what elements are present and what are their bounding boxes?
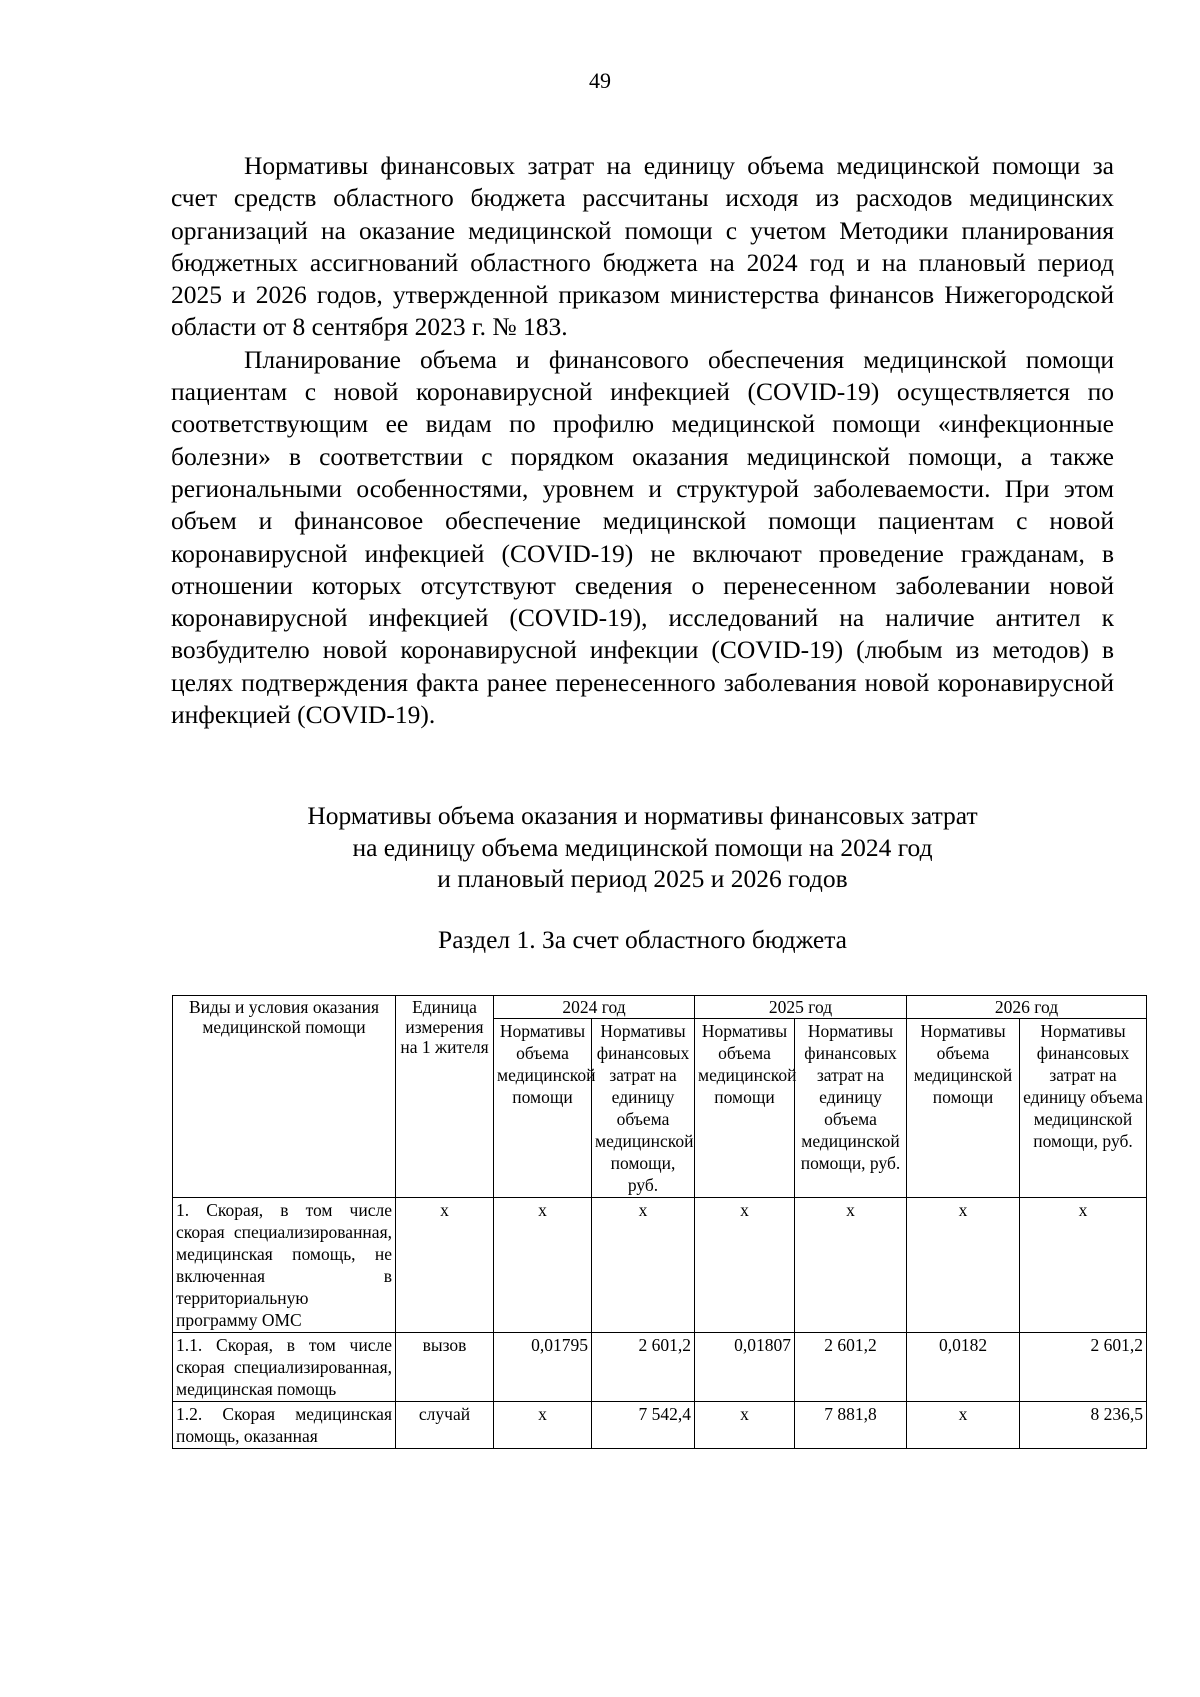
cell-value: 2 601,2 xyxy=(592,1333,695,1402)
cell-value: 0,01807 xyxy=(695,1333,795,1402)
heading-line: Нормативы объема оказания и нормативы финансовых затрат xyxy=(307,801,978,830)
cell-value: х xyxy=(592,1198,695,1333)
row-name: 1. Скорая, в том числе скорая специализированная, медицинская помощь, не включенная в территориальную программу ОМС xyxy=(173,1198,396,1333)
subheader-cost: Нормативы финансовых затрат на единицу объема медицинской помощи, руб. xyxy=(1020,1019,1147,1198)
row-unit: случай xyxy=(396,1402,494,1449)
table-row xyxy=(173,1198,1147,1333)
cell-value: 8 236,5 xyxy=(1020,1402,1147,1449)
cell-value: 7 542,4 xyxy=(592,1402,695,1449)
heading-line: и плановый период 2025 и 2026 годов xyxy=(437,864,848,893)
cell-value: х xyxy=(695,1402,795,1449)
cell-value: х xyxy=(695,1198,795,1333)
header-unit: Единица измерения на 1 жителя xyxy=(396,996,494,1198)
table-row xyxy=(173,1333,1147,1402)
subheader-volume: Нормативы объема медицинской помощи xyxy=(494,1019,592,1198)
cell-value: х xyxy=(1020,1198,1147,1333)
subheader-cost: Нормативы финансовых затрат на единицу объема медицинской помощи, руб. xyxy=(592,1019,695,1198)
header-year: 2026 год xyxy=(907,996,1147,1019)
cell-value: х xyxy=(795,1198,907,1333)
norms-table xyxy=(172,995,1147,1449)
row-name: 1.2. Скорая медицинская помощь, оказанная xyxy=(173,1402,396,1449)
subheader-volume: Нормативы объема медицинской помощи xyxy=(907,1019,1020,1198)
row-unit: х xyxy=(396,1198,494,1333)
header-type: Виды и условия оказания медицинской помощи xyxy=(173,996,396,1198)
page-number: 49 xyxy=(589,68,611,93)
paragraph: Планирование объема и финансового обеспечения медицинской помощи пациентам с новой коронавирусной инфекцией (COVID-19) осуществляется по соответствующим ее видам по профилю медицинской помощи «инфекционные болезни» в соответствии с порядком оказания медицинской помощи, а также региональными особенностями, уровнем и структурой заболеваемости. При этом объем и финансовое обеспечение медицинской помощи пациентам с новой коронавирусной инфекцией (COVID-19) не включают проведение гражданам, в отношении которых отсутствуют сведения о перенесенном заболевании новой коронавирусной инфекцией (COVID-19), исследований на наличие антител к возбудителю новой коронавирусной инфекции (COVID-19) (любым из методов) в целях подтверждения факта ранее перенесенного заболевания новой коронавирусной инфекцией (COVID-19). xyxy=(171,344,1114,730)
row-unit: вызов xyxy=(396,1333,494,1402)
header-row xyxy=(173,996,1147,1019)
header-year: 2025 год xyxy=(695,996,907,1019)
subheader-cost: Нормативы финансовых затрат на единицу объема медицинской помощи, руб. xyxy=(795,1019,907,1198)
row-name: 1.1. Скорая, в том числе скорая специализированная, медицинская помощь xyxy=(173,1333,396,1402)
cell-value: 7 881,8 xyxy=(795,1402,907,1449)
table-row xyxy=(173,1402,1147,1449)
cell-value: 0,01795 xyxy=(494,1333,592,1402)
cell-value: х xyxy=(907,1198,1020,1333)
subheader-volume: Нормативы объема медицинской помощи xyxy=(695,1019,795,1198)
cell-value: х xyxy=(494,1198,592,1333)
section-title: Раздел 1. За счет областного бюджета xyxy=(438,925,847,954)
cell-value: х xyxy=(494,1402,592,1449)
body-text xyxy=(171,150,1114,731)
heading-line: на единицу объема медицинской помощи на 2024 год xyxy=(352,832,933,862)
cell-value: 2 601,2 xyxy=(795,1333,907,1402)
cell-value: 0,0182 xyxy=(907,1333,1020,1402)
table-heading xyxy=(171,800,1114,895)
header-year: 2024 год xyxy=(494,996,695,1019)
paragraph: Нормативы финансовых затрат на единицу объема медицинской помощи за счет средств областного бюджета рассчитаны исходя из расходов медицинских организаций на оказание медицинской помощи с учетом Методики планирования бюджетных ассигнований областного бюджета на 2024 год и на плановый период 2025 и 2026 годов, утвержденной приказом министерства финансов Нижегородской области от 8 сентября 2023 г. № 183. xyxy=(171,151,1114,342)
cell-value: х xyxy=(907,1402,1020,1449)
cell-value: 2 601,2 xyxy=(1020,1333,1147,1402)
